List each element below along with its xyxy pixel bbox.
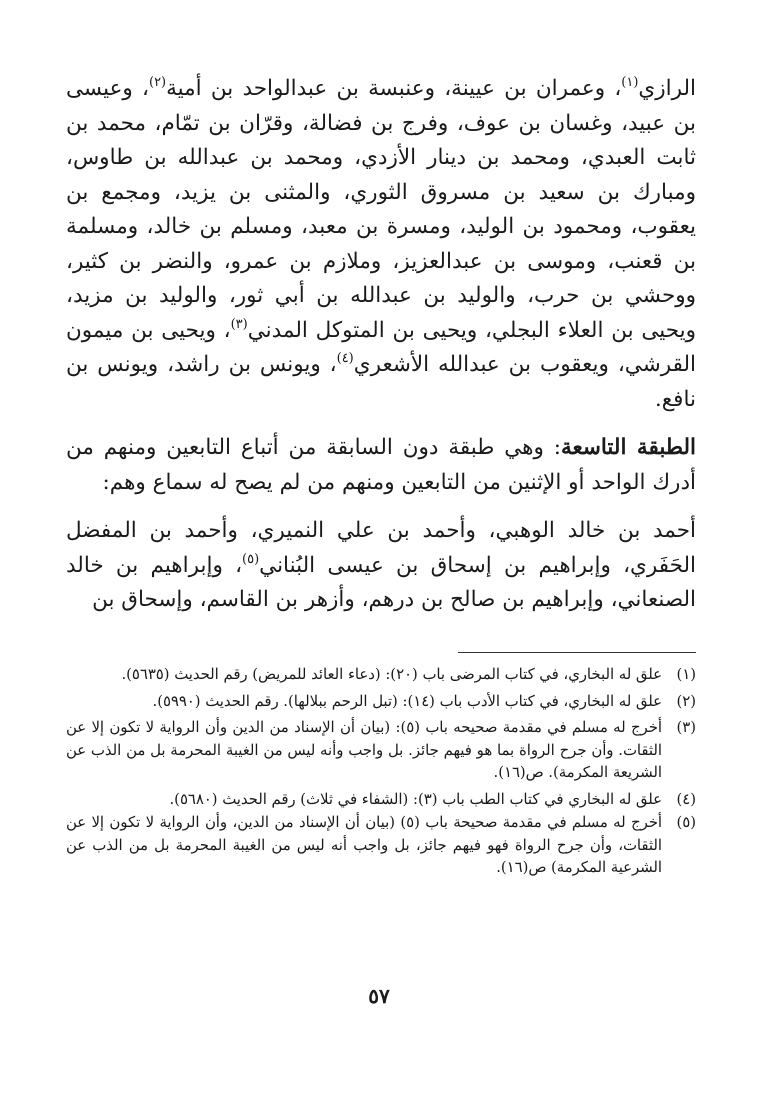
footnotes <box>66 664 696 884</box>
footnote-ref-5: (٥) <box>242 551 260 567</box>
footnote-item <box>66 789 696 812</box>
text-segment: : وهي طبقة دون السابقة من أتباع التابعين ومنهم من أدرك الواحد أو الإثنين من التابعين ومنهم من لم يصح له سماع وهم: <box>66 435 696 495</box>
footnote-separator <box>458 652 696 653</box>
footnote-item <box>66 812 696 880</box>
footnote-item <box>66 691 696 714</box>
footnote-item <box>66 717 696 785</box>
text-segment: الرازي <box>638 76 696 101</box>
text-segment: ، وعيسى بن عبيد، وغسان بن عوف، وفرج بن فضالة، وقرّان بن تمّام، محمد بن ثابت العبدي، ومحمد بن دينار الأزدي، ومحمد بن عبدالله بن طاوس، ومبارك بن سعيد بن مسروق الثوري، والمثنى بن يزيد، ومجمع بن يعقوب، ومحمود بن الوليد، ومسرة بن معبد، ومسلم بن خالد، ومسلمة بن قعنب، وموسى بن عبدالعزيز، وملازم بن عمرو، والنضر بن كثير، ووحشي بن حرب، والوليد بن عبدالله بن أبي ثور، والوليد بن مزيد، ويحيى بن العلاء البجلي، ويحيى بن المتوكل المدني <box>66 76 696 343</box>
footnote-number: (٢) <box>676 692 696 710</box>
footnote-number: (٤) <box>676 790 696 808</box>
footnote-number: (٣) <box>676 719 696 736</box>
main-text <box>66 72 696 618</box>
text-segment: ، ويونس بن راشد، ويونس بن نافع. <box>66 352 696 412</box>
text-segment: ، ويحيى بن ميمون القرشي، ويعقوب بن عبدالله الأشعري <box>66 317 696 377</box>
footnote-text: أخرج له مسلم في مقدمة صحيحه باب (٥): (بيان أن الإسناد من الدين وأن الرواية لا تكون إلا عن الثقات. وأن جرح الرواة بما هو فيهم جائز. بل واجب وأنه ليس من الغيبة المحرمة بل من الذب عن الشريعة المكرمة). ص(١٦). <box>66 719 662 781</box>
footnote-text: أخرج له مسلم في مقدمة صحيحة باب (٥) (بيان أن الإسناد من الدين، وأن الرواية لا تكون إلا عن الثقات، وأن جرح الرواة فهو فيهم جائز، بل واجب أنه ليس من الغيبة المحرمة بل من الذب عن الشرعية المكرمة) ص(١٦). <box>66 814 662 876</box>
paragraph-ninth-class <box>66 431 696 500</box>
text-segment: ، وإبراهيم بن خالد الصنعاني، وإبراهيم بن صالح بن درهم، وأزهر بن القاسم، وإسحاق بن <box>66 552 696 612</box>
footnote-text: علق له البخاري، في كتاب الأدب باب (١٤): (تبل الرحم ببلالها). رقم الحديث (٥٩٩٠). <box>152 692 662 710</box>
section-term: الطبقة التاسعة <box>560 435 696 460</box>
footnote-text: علق له البخاري، في كتاب المرضى باب (٢٠): (دعاء العائد للمريض) رقم الحديث (٥٦٣٥). <box>121 666 662 683</box>
page-number: ٥٧ <box>368 984 390 1008</box>
footnote-ref-3: (٣) <box>230 316 248 332</box>
footnote-ref-2: (٢) <box>148 75 167 90</box>
footnote-text: علق له البخاري في كتاب الطب باب (٣): (الشفاء في ثلاث) رقم الحديث (٥٦٨٠). <box>169 790 662 808</box>
text-segment: أحمد بن خالد الوهبي، وأحمد بن علي النميري، وأحمد بن المفضل الحَفَري، وإبراهيم بن إسحاق بن عيسى البُناني <box>66 518 696 578</box>
footnote-ref-1: (١) <box>621 75 639 90</box>
footnote-item <box>66 664 696 687</box>
paragraph-ninth-class-narrators <box>66 514 696 618</box>
text-segment: ، وعمران بن عيينة، وعنبسة بن عبدالواحد بن أمية <box>166 76 622 101</box>
paragraph-narrators-list <box>66 72 696 417</box>
footnote-number: (١) <box>676 666 696 683</box>
footnote-ref-4: (٤) <box>336 351 354 366</box>
footnote-number: (٥) <box>676 814 696 831</box>
